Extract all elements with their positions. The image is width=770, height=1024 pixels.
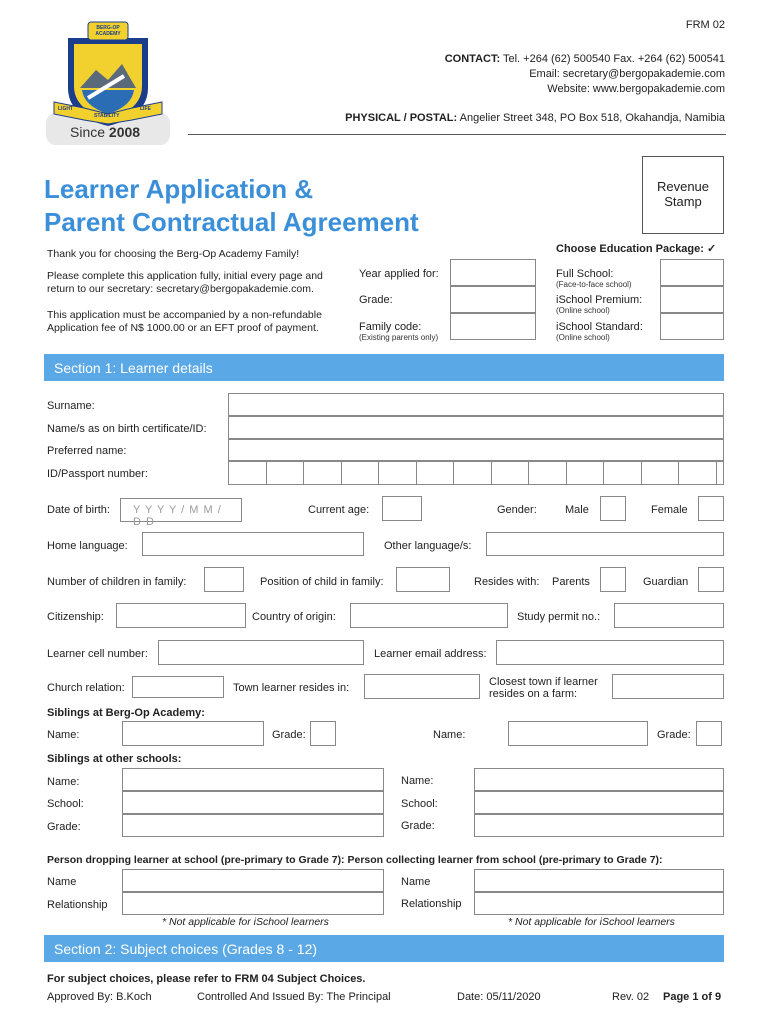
revenue-stamp-box: Revenue Stamp <box>642 156 724 234</box>
footer-date: Date: 05/11/2020 <box>457 991 541 1003</box>
citizenship-label: Citizenship: <box>47 611 104 623</box>
package-ischool-premium-label: iSchool Premium: <box>556 294 643 306</box>
package-full-school-label: Full School: <box>556 268 614 280</box>
id-cell-divider <box>491 461 492 485</box>
package-full-school-note: (Face-to-face school) <box>556 280 632 289</box>
gender-female-checkbox[interactable] <box>698 496 724 521</box>
other-sibling-name-field[interactable] <box>122 768 384 791</box>
collect-relationship-label: Relationship <box>401 898 462 910</box>
section-1-header: Section 1: Learner details <box>44 354 724 381</box>
section-2-header: Section 2: Subject choices (Grades 8 - 12) <box>44 935 724 962</box>
contact-email: Email: secretary@bergopakademie.com <box>529 68 725 80</box>
grade-applied-label: Grade: <box>359 294 393 306</box>
names-field[interactable] <box>228 416 724 439</box>
siblings-bergop-heading: Siblings at Berg-Op Academy: <box>47 707 205 719</box>
siblings-other-heading: Siblings at other schools: <box>47 753 182 765</box>
footer-page: Page 1 of 9 <box>663 991 722 1003</box>
dropoff-collect-heading: Person dropping learner at school (pre-primary to Grade 7): Person collecting learner from school (pre-primary to Grade 7): <box>47 854 663 866</box>
id-cell-divider <box>678 461 679 485</box>
id-cell-divider <box>303 461 304 485</box>
study-permit-label: Study permit no.: <box>517 611 601 623</box>
package-ischool-premium-checkbox[interactable] <box>660 286 724 313</box>
logo-ribbon-mid: STABILITY <box>94 113 120 119</box>
sibling-grade-field-2[interactable] <box>696 721 722 746</box>
id-cell-divider <box>528 461 529 485</box>
collect-relationship-field[interactable] <box>474 892 724 915</box>
footer-approved: Approved By: B.Koch <box>47 991 152 1003</box>
logo-ribbon-right: LIFE <box>140 106 151 112</box>
title-line-1: Learner Application & <box>44 174 314 204</box>
closest-town-label: Closest town if learner resides on a farm: <box>489 676 598 700</box>
id-cell-divider <box>341 461 342 485</box>
sibling-grade-label: Grade: <box>272 729 306 741</box>
sibling-name-label: Name: <box>47 729 80 741</box>
id-cell-divider <box>566 461 567 485</box>
logo-banner-text: BERG-OP ACADEMY <box>95 25 121 37</box>
other-sibling-name-field-2[interactable] <box>474 768 724 791</box>
resides-parents-label: Parents <box>552 576 590 588</box>
family-code-note: (Existing parents only) <box>359 333 439 342</box>
id-number-label: ID/Passport number: <box>47 468 148 480</box>
collect-name-field[interactable] <box>474 869 724 892</box>
id-cell-divider <box>716 461 717 485</box>
church-relation-field[interactable] <box>132 676 224 698</box>
surname-field[interactable] <box>228 393 724 416</box>
names-label: Name/s as on birth certificate/ID: <box>47 423 207 435</box>
home-language-label: Home language: <box>47 540 128 552</box>
id-cell-divider <box>266 461 267 485</box>
study-permit-field[interactable] <box>614 603 724 628</box>
other-sibling-grade-field[interactable] <box>122 814 384 837</box>
learner-cell-field[interactable] <box>158 640 364 665</box>
sibling-name-label-2: Name: <box>433 729 466 741</box>
citizenship-field[interactable] <box>116 603 246 628</box>
other-sibling-school-field-2[interactable] <box>474 791 724 814</box>
gender-male-checkbox[interactable] <box>600 496 626 521</box>
other-sibling-school-label: School: <box>47 798 84 810</box>
closest-town-field[interactable] <box>612 674 724 699</box>
home-language-field[interactable] <box>142 532 364 556</box>
other-sibling-school-field[interactable] <box>122 791 384 814</box>
address-block <box>345 111 725 126</box>
contact-phone: Tel. +264 (62) 500540 Fax. +264 (62) 500541 <box>503 53 725 65</box>
address-text: Angelier Street 348, PO Box 518, Okahandja, Namibia <box>459 112 725 124</box>
footer-controlled: Controlled And Issued By: The Principal <box>197 991 391 1003</box>
resides-guardian-checkbox[interactable] <box>698 567 724 592</box>
gender-male-label: Male <box>565 504 589 516</box>
since-label: Since 2008 <box>70 124 141 140</box>
address-label: PHYSICAL / POSTAL: <box>345 112 458 124</box>
dropoff-name-label: Name <box>47 876 77 888</box>
dropoff-name-field[interactable] <box>122 869 384 892</box>
package-ischool-premium-note: (Online school) <box>556 306 610 315</box>
resides-parents-checkbox[interactable] <box>600 567 626 592</box>
other-sibling-grade-label-2: Grade: <box>401 820 435 832</box>
sibling-grade-field[interactable] <box>310 721 336 746</box>
collect-name-label: Name <box>401 876 431 888</box>
preferred-name-field[interactable] <box>228 439 724 461</box>
package-ischool-standard-checkbox[interactable] <box>660 313 724 340</box>
intro-fee: This application must be accompanied by a non-refundable Application fee of N$ 1000.00 or an EFT proof of payment. <box>47 309 322 334</box>
form-code: FRM 02 <box>685 19 725 31</box>
collect-note: * Not applicable for iSchool learners <box>508 916 675 928</box>
dropoff-note: * Not applicable for iSchool learners <box>162 916 329 928</box>
town-label: Town learner resides in: <box>233 682 350 694</box>
preferred-name-label: Preferred name: <box>47 445 127 457</box>
checkmark-icon: ✓ <box>707 243 717 255</box>
resides-guardian-label: Guardian <box>643 576 689 588</box>
other-language-label: Other language/s: <box>384 540 472 552</box>
footer-rev: Rev. 02 <box>612 991 650 1003</box>
logo-ribbon-left: LIGHT <box>58 106 73 112</box>
dropoff-relationship-label: Relationship <box>47 899 108 911</box>
id-cell-divider <box>378 461 379 485</box>
num-children-field[interactable] <box>204 567 244 592</box>
header-divider <box>188 134 726 135</box>
child-position-label: Position of child in family: <box>260 576 384 588</box>
learner-cell-label: Learner cell number: <box>47 648 148 660</box>
year-applied-label: Year applied for: <box>359 268 439 280</box>
gender-label: Gender: <box>497 504 537 516</box>
contact-label: CONTACT: <box>444 53 501 65</box>
child-position-field[interactable] <box>396 567 450 592</box>
current-age-field[interactable] <box>382 496 422 521</box>
church-relation-label: Church relation: <box>47 682 125 694</box>
sibling-name-field[interactable] <box>122 721 264 746</box>
other-sibling-school-label-2: School: <box>401 798 438 810</box>
learner-email-field[interactable] <box>496 640 724 665</box>
package-heading: Choose Education Package: ✓ <box>556 243 717 255</box>
family-code-label: Family code: <box>359 321 422 333</box>
country-origin-label: Country of origin: <box>252 611 336 623</box>
id-cell-divider <box>603 461 604 485</box>
year-applied-field[interactable] <box>450 259 536 286</box>
contact-website: Website: www.bergopakademie.com <box>547 83 725 95</box>
town-field[interactable] <box>364 674 480 699</box>
package-ischool-standard-note: (Online school) <box>556 333 610 342</box>
id-cell-divider <box>641 461 642 485</box>
dob-label: Date of birth: <box>47 504 110 516</box>
title-line-2: Parent Contractual Agreement <box>44 207 419 237</box>
section-2-note: For subject choices, please refer to FRM 04 Subject Choices. <box>47 973 366 985</box>
resides-with-label: Resides with: <box>474 576 540 588</box>
country-origin-field[interactable] <box>350 603 508 628</box>
school-logo <box>44 18 172 146</box>
dropoff-relationship-field[interactable] <box>122 892 384 915</box>
family-code-field[interactable] <box>450 313 536 340</box>
gender-female-label: Female <box>651 504 688 516</box>
intro-thanks: Thank you for choosing the Berg-Op Academy Family! <box>47 248 300 260</box>
other-sibling-grade-label: Grade: <box>47 821 81 833</box>
other-sibling-name-label: Name: <box>47 776 80 788</box>
dob-field[interactable]: Y Y Y Y / M M / D D <box>120 498 242 522</box>
surname-label: Surname: <box>47 400 95 412</box>
other-sibling-grade-field-2[interactable] <box>474 814 724 837</box>
package-ischool-standard-label: iSchool Standard: <box>556 321 643 333</box>
learner-email-label: Learner email address: <box>374 648 487 660</box>
id-cell-divider <box>416 461 417 485</box>
grade-applied-field[interactable] <box>450 286 536 313</box>
other-sibling-name-label-2: Name: <box>401 775 434 787</box>
other-language-field[interactable] <box>486 532 724 556</box>
intro-instruction: Please complete this application fully, initial every page and return to our secretary: secretary@bergopakademie.com. <box>47 270 323 295</box>
id-cell-divider <box>453 461 454 485</box>
current-age-label: Current age: <box>308 504 370 516</box>
package-full-school-checkbox[interactable] <box>660 259 724 286</box>
num-children-label: Number of children in family: <box>47 576 187 588</box>
sibling-grade-label-2: Grade: <box>657 729 691 741</box>
contact-block <box>445 52 725 97</box>
sibling-name-field-2[interactable] <box>508 721 648 746</box>
